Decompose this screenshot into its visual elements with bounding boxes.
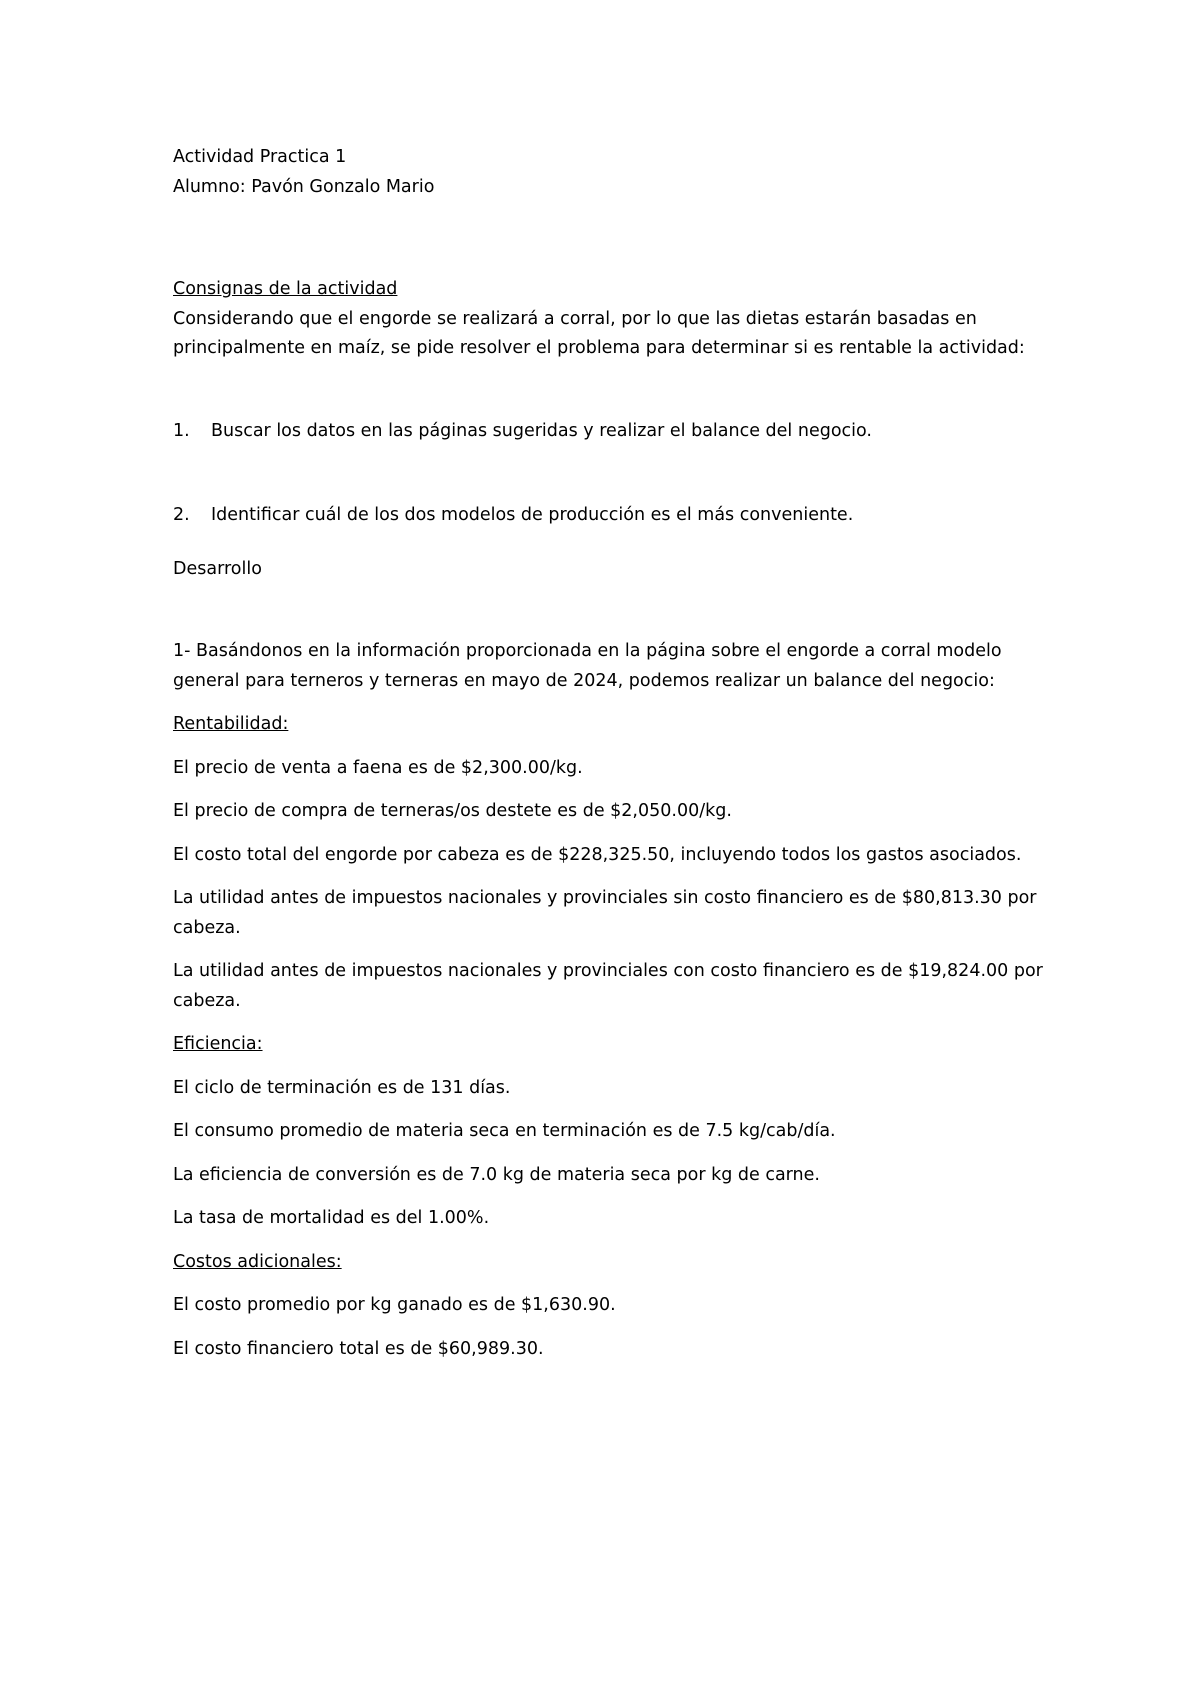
desarrollo-intro: 1- Basándonos en la información proporcionada en la página sobre el engorde a corral modelo general para terneros y terneras en mayo de 2024, podemos realizar un balance del negocio:	[173, 641, 1002, 691]
eficiencia-line: El ciclo de terminación es de 131 días.	[173, 1077, 511, 1098]
consignas-heading: Consignas de la actividad	[173, 279, 398, 299]
list-item-number: 2.	[173, 505, 190, 525]
eficiencia-line: La eficiencia de conversión es de 7.0 kg de materia seca por kg de carne.	[173, 1164, 820, 1185]
document-title: Actividad Practica 1	[173, 147, 347, 167]
rentabilidad-line: La utilidad antes de impuestos nacionales y provinciales sin costo financiero es de $80,813.30 por cabeza.	[173, 888, 1037, 938]
consignas-intro: Considerando que el engorde se realizará a corral, por lo que las dietas estarán basadas en principalmente en maíz, se pide resolver el problema para determinar si es rentable la actividad:	[173, 308, 1025, 358]
list-item	[173, 501, 1053, 531]
rentabilidad-line: El precio de compra de terneras/os destete es de $2,050.00/kg.	[173, 801, 732, 821]
rentabilidad-line: La utilidad antes de impuestos nacionales y provinciales con costo financiero es de $19,824.00 por cabeza.	[173, 961, 1043, 1011]
document-page	[173, 143, 1053, 1364]
eficiencia-line: La tasa de mortalidad es del 1.00%.	[173, 1208, 490, 1228]
desarrollo-heading: Desarrollo	[173, 558, 262, 579]
list-item	[173, 417, 1053, 447]
eficiencia-line: El consumo promedio de materia seca en terminación es de 7.5 kg/cab/día.	[173, 1121, 836, 1141]
eficiencia-heading: Eficiencia:	[173, 1034, 263, 1054]
rentabilidad-heading: Rentabilidad:	[173, 714, 289, 734]
costos-line: El costo financiero total es de $60,989.30.	[173, 1338, 544, 1359]
list-item-text: Buscar los datos en las páginas sugeridas y realizar el balance del negocio.	[211, 420, 872, 441]
list-item-number: 1.	[173, 420, 190, 441]
costos-heading: Costos adicionales:	[173, 1251, 342, 1272]
list-item-text: Identificar cuál de los dos modelos de producción es el más conveniente.	[211, 505, 854, 525]
rentabilidad-line: El precio de venta a faena es de $2,300.00/kg.	[173, 757, 583, 778]
rentabilidad-line: El costo total del engorde por cabeza es de $228,325.50, incluyendo todos los gastos asociados.	[173, 844, 1022, 865]
student-name: Alumno: Pavón Gonzalo Mario	[173, 176, 435, 197]
costos-line: El costo promedio por kg ganado es de $1,630.90.	[173, 1295, 616, 1315]
